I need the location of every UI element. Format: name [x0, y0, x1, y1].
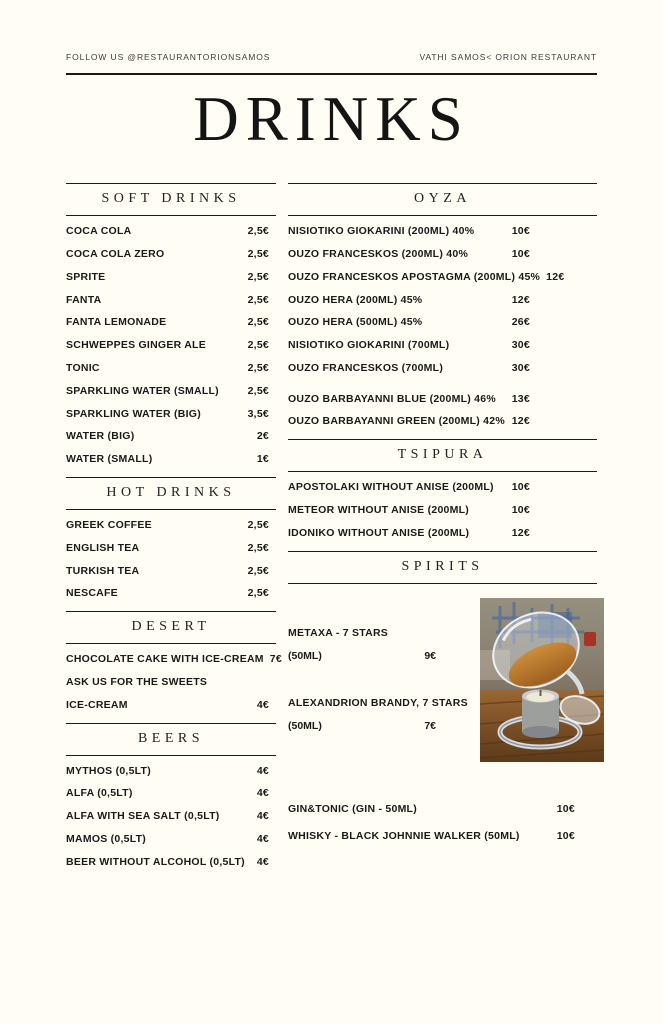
- section-tsipura: [288, 439, 597, 538]
- alexandrion-name: ALEXANDRION BRANDY, 7 STARS: [288, 696, 468, 709]
- section-soft-drinks: [66, 183, 276, 464]
- item-price: 10€: [511, 248, 530, 261]
- item-name: NISIOTIKO GIOKARINI (200ML) 40%: [288, 225, 475, 238]
- item-price: 2,5€: [247, 564, 269, 577]
- item-name: MYTHOS (0,5LT): [66, 764, 151, 777]
- menu-item-row: [288, 394, 597, 405]
- spirits-text-block: [288, 598, 468, 762]
- item-name: GREEK COFFEE: [66, 519, 152, 532]
- item-name: NISIOTIKO GIOKARINI (700ML): [288, 339, 450, 352]
- section-heading-hot-drinks: HOT DRINKS: [66, 477, 276, 510]
- menu-item-row: [66, 766, 276, 777]
- menu-item-row: [288, 528, 597, 539]
- item-name: CHOCOLATE CAKE WITH ICE-CREAM: [66, 653, 264, 666]
- item-price: 12€: [546, 270, 565, 283]
- item-price: 2,5€: [247, 519, 269, 532]
- menu-item-row: [66, 409, 276, 420]
- item-name: TONIC: [66, 362, 100, 375]
- menu-item-row: [66, 700, 276, 711]
- item-price: 10€: [511, 503, 530, 516]
- menu-columns: [66, 183, 597, 879]
- item-name: WHISKY - BLACK JOHNNIE WALKER (50ML): [288, 830, 520, 843]
- beers-rows: [66, 766, 276, 868]
- item-price: 3,5€: [247, 407, 269, 420]
- item-price: 4€: [256, 787, 269, 800]
- item-price: 12€: [511, 293, 530, 306]
- item-name: GIN&TONIC (GIN - 50ML): [288, 802, 417, 815]
- item-price: 2,5€: [247, 225, 269, 238]
- item-name: NESCAFE: [66, 587, 118, 600]
- section-heading-spirits: SPIRITS: [288, 551, 597, 584]
- spirits-bottom-rows: [288, 804, 597, 842]
- item-price: 4€: [256, 855, 269, 868]
- item-name: IDONIKO WITHOUT ANISE (200ML): [288, 526, 470, 539]
- desert-rows: [66, 653, 282, 711]
- menu-item-row: [66, 834, 276, 845]
- alexandrion-size: (50ML): [288, 720, 322, 733]
- menu-item-row: [288, 249, 597, 260]
- item-name: OUZO BARBAYANNI BLUE (200ML) 46%: [288, 392, 496, 405]
- item-price: 30€: [511, 362, 530, 375]
- right-column: [288, 183, 597, 879]
- menu-item-row: [66, 363, 276, 374]
- item-name: MAMOS (0,5LT): [66, 833, 147, 846]
- item-name: OUZO BARBAYANNI GREEN (200ML) 42%: [288, 415, 505, 428]
- item-name: BEER WITHOUT ALCOHOL (0,5LT): [66, 855, 245, 868]
- item-name: ALFA (0,5LT): [66, 787, 133, 800]
- left-column: [66, 183, 282, 879]
- menu-item-row: [66, 431, 276, 442]
- section-hot-drinks: [66, 477, 276, 599]
- menu-item-row: [66, 249, 276, 260]
- tsipura-rows: [288, 482, 597, 538]
- item-name: SCHWEPPES GINGER ALE: [66, 339, 206, 352]
- item-price: 2,5€: [247, 339, 269, 352]
- brandy-glass-photo: [480, 598, 604, 762]
- section-heading-ouzo: OYZA: [288, 183, 597, 216]
- ouzo-rows: [288, 226, 597, 427]
- item-name: ENGLISH TEA: [66, 541, 140, 554]
- item-name: ALFA WITH SEA SALT (0,5LT): [66, 810, 220, 823]
- item-name: OUZO FRANCESKOS (200ML) 40%: [288, 248, 469, 261]
- item-price: 26€: [511, 316, 530, 329]
- spirits-block: [288, 598, 597, 762]
- item-name: OUZO HERA (200ML) 45%: [288, 293, 423, 306]
- menu-item-row: [66, 588, 276, 599]
- item-price: 10€: [556, 802, 575, 815]
- social-handle-text: FOLLOW US @RESTAURANTORIONSAMOS: [66, 52, 271, 62]
- menu-item-row: [288, 831, 597, 842]
- item-price: 13€: [511, 392, 530, 405]
- section-heading-beers: BEERS: [66, 723, 276, 756]
- menu-item-row: [66, 340, 276, 351]
- item-name: ICE-CREAM: [66, 698, 128, 711]
- item-name: FANTA LEMONADE: [66, 316, 167, 329]
- item-name: SPARKLING WATER (BIG): [66, 407, 201, 420]
- item-price: 2,5€: [247, 362, 269, 375]
- metaxa-price: 9€: [424, 650, 436, 663]
- item-price: 2,5€: [247, 248, 269, 261]
- menu-item-row: [66, 857, 276, 868]
- item-price: 12€: [511, 526, 530, 539]
- metaxa-name: METAXA - 7 STARS: [288, 626, 389, 639]
- item-price: 4€: [256, 764, 269, 777]
- item-name: TURKISH TEA: [66, 564, 140, 577]
- item-name: APOSTOLAKI WITHOUT ANISE (200ML): [288, 481, 494, 494]
- item-price: 2,5€: [247, 270, 269, 283]
- metaxa-size: (50ML): [288, 650, 322, 663]
- page-title: DRINKS: [193, 84, 470, 154]
- section-heading-desert: DESERT: [66, 611, 276, 644]
- header-divider: [66, 73, 597, 75]
- item-price: 12€: [511, 415, 530, 428]
- menu-item-row: [66, 653, 282, 666]
- item-name: COCA COLA ZERO: [66, 248, 165, 261]
- menu-item-row: [288, 226, 597, 237]
- item-name: WATER (BIG): [66, 430, 135, 443]
- item-price: 4€: [256, 810, 269, 823]
- item-price: 7€: [269, 653, 282, 666]
- menu-item-row: [66, 272, 276, 283]
- menu-item-row: [288, 295, 597, 306]
- item-name: SPARKLING WATER (SMALL): [66, 384, 219, 397]
- menu-item-row: [288, 363, 597, 374]
- restaurant-name-text: VATHI SAMOS< ORION RESTAURANT: [419, 52, 597, 62]
- item-name: METEOR WITHOUT ANISE (200ML): [288, 503, 470, 516]
- section-beers: [66, 723, 276, 868]
- menu-item-row: [66, 295, 276, 306]
- menu-item-row: [288, 505, 597, 516]
- item-price: 2,5€: [247, 293, 269, 306]
- section-heading-soft-drinks: SOFT DRINKS: [66, 183, 276, 216]
- item-price: 2,5€: [247, 587, 269, 600]
- section-ouzo: [288, 183, 597, 427]
- menu-item-row: [66, 520, 276, 531]
- menu-item-row: [66, 566, 276, 577]
- item-name: SPRITE: [66, 270, 106, 283]
- section-desert: [66, 611, 282, 711]
- menu-item-row: [288, 416, 597, 427]
- menu-item-row: [288, 804, 597, 815]
- item-price: 2,5€: [247, 541, 269, 554]
- item-name: WATER (SMALL): [66, 453, 153, 466]
- item-price: 1€: [256, 453, 269, 466]
- metaxa-size-price: [288, 651, 436, 662]
- item-price: 2,5€: [247, 316, 269, 329]
- alexandrion-size-price: [288, 721, 436, 732]
- item-name: COCA COLA: [66, 225, 132, 238]
- item-name: OUZO HERA (500ML) 45%: [288, 316, 423, 329]
- item-price: 10€: [511, 225, 530, 238]
- menu-item-row: [66, 386, 276, 397]
- section-heading-tsipura: TSIPURA: [288, 439, 597, 472]
- item-price: 4€: [256, 698, 269, 711]
- item-price: 10€: [511, 481, 530, 494]
- top-header: [66, 52, 597, 62]
- item-name: OUZO FRANCESKOS (700ML): [288, 362, 444, 375]
- item-name: FANTA: [66, 293, 102, 306]
- menu-item-row: [66, 226, 276, 237]
- menu-item-row: [66, 454, 276, 465]
- item-price: 2,5€: [247, 384, 269, 397]
- item-name: ASK US FOR THE SWEETS: [66, 676, 208, 689]
- menu-item-row: [66, 788, 276, 799]
- item-price: 2€: [256, 430, 269, 443]
- hot-drinks-rows: [66, 520, 276, 599]
- menu-item-row: [288, 340, 597, 351]
- menu-item-row: [66, 543, 276, 554]
- menu-item-row: [288, 317, 597, 328]
- item-price: 30€: [511, 339, 530, 352]
- menu-item-row: [288, 272, 597, 283]
- menu-item-row: [66, 317, 276, 328]
- item-price: 4€: [256, 833, 269, 846]
- alexandrion-price: 7€: [424, 720, 436, 733]
- section-spirits: [288, 551, 597, 842]
- menu-item-row: [66, 677, 276, 688]
- menu-item-row: [288, 482, 597, 493]
- soft-drinks-rows: [66, 226, 276, 464]
- item-name: OUZO FRANCESKOS APOSTAGMA (200ML) 45%: [288, 270, 541, 283]
- item-price: 10€: [556, 830, 575, 843]
- menu-item-row: [66, 811, 276, 822]
